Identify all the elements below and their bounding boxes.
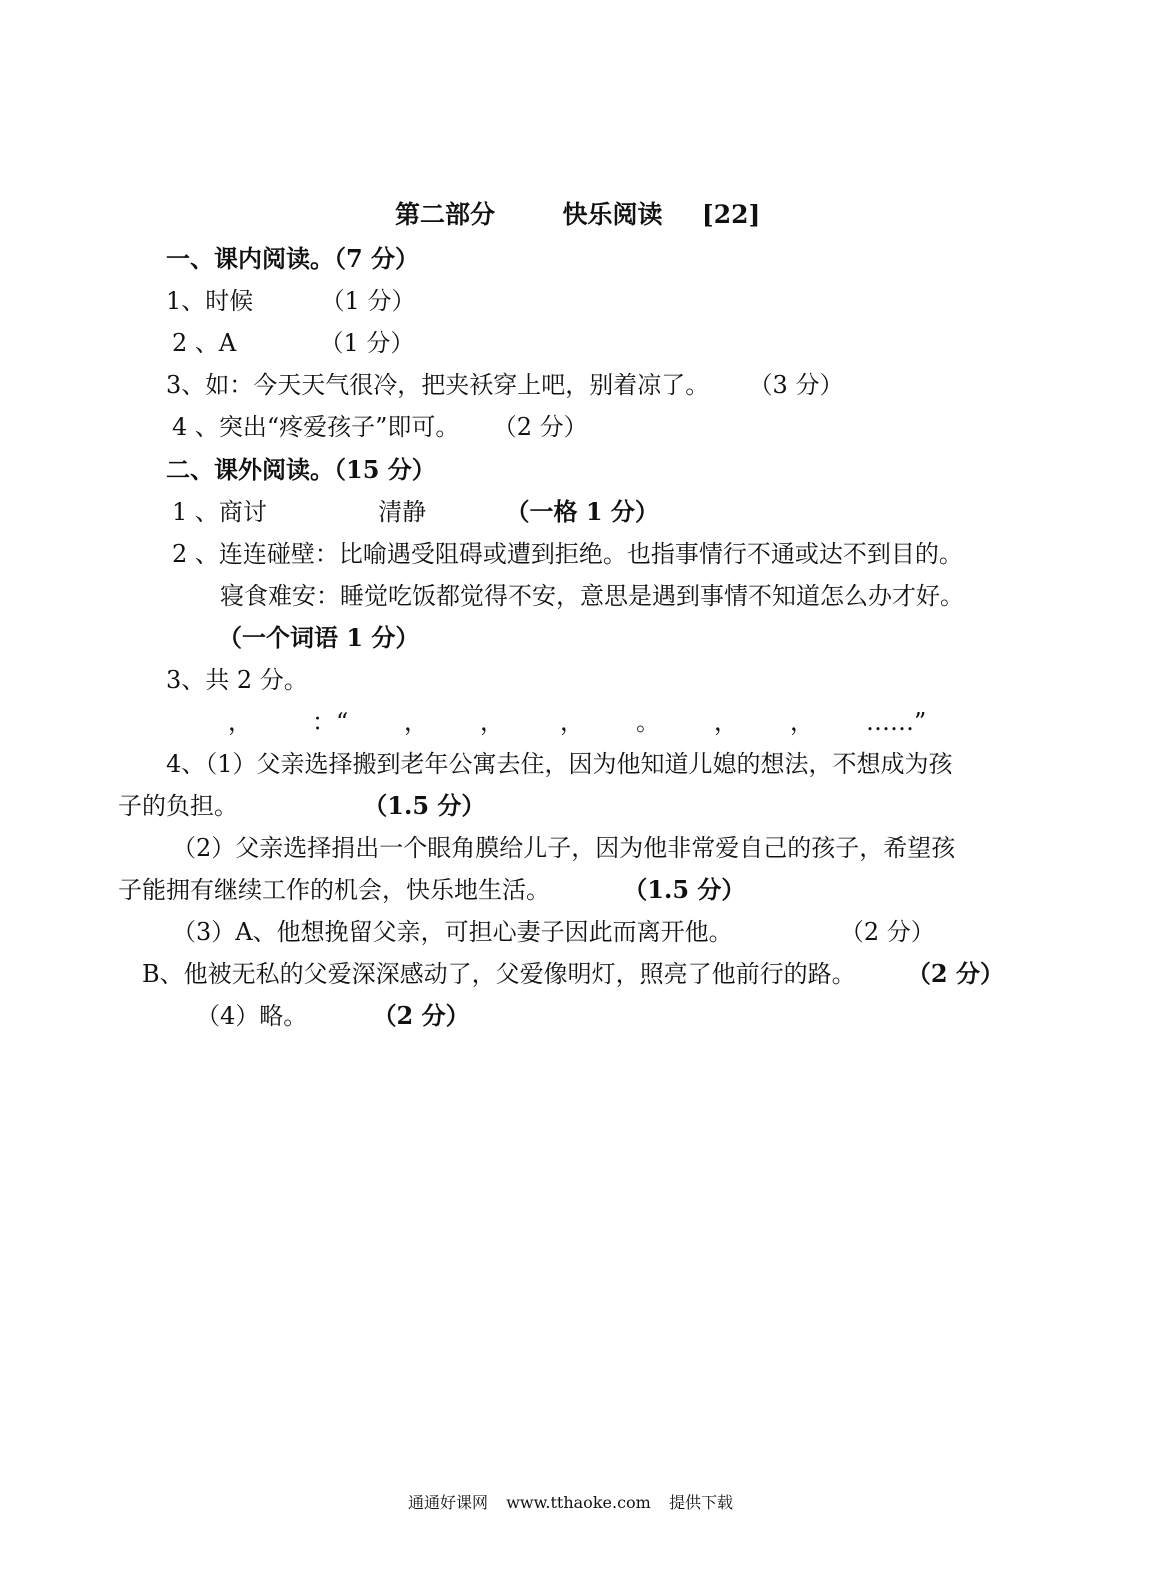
s2-q4-p3a-score: （2 分） [839,918,935,946]
section1-heading: 一、课内阅读。（7 分） [166,244,420,273]
s2-q4-p4-text: （4）略。 [196,1002,308,1030]
s2-q2-line1: 2 、连连碰壁：比喻遇受阻碍或遭到拒绝。也指事情行不通或达不到目的。 [172,540,963,568]
punct-mark: ， [560,708,584,736]
punct-mark: ：“ [312,708,349,736]
s2-q4-p2-text: 子能拥有继续工作的机会，快乐地生活。 [118,876,550,904]
s1-q3 [166,370,843,400]
s2-q3-text: 3、共 2 分。 [166,666,308,694]
punct-mark: ， [714,708,738,736]
s1-q4-answer: 4 、突出“疼爱孩子”即可。 [172,413,460,441]
s2-q4-p1-line2 [118,791,485,821]
title-part: 第二部分 [395,200,496,229]
punct-mark: ， [480,708,504,736]
s2-q1-word1: 1 、商讨 [172,498,267,526]
s2-q2-score: （一个词语 1 分） [218,623,420,652]
s2-q4-p1-score: （1.5 分） [363,791,486,820]
punct-mark: ……” [866,708,927,736]
s2-q4-p3b-text: B、他被无私的父爱深深感动了，父爱像明灯，照亮了他前行的路。 [142,960,856,988]
footer-url[interactable]: www.tthaoke.com [506,1493,651,1512]
s2-q4-p3a [172,917,935,947]
title-name: 快乐阅读 [562,200,663,229]
s2-q1-score: （一格 1 分） [505,497,659,526]
s2-q4-p4 [196,1001,470,1031]
s1-q1-score: （1 分） [320,287,416,315]
s2-q4-p1-line1: 4、（1）父亲选择搬到老年公寓去住，因为他知道儿媳的想法，不想成为孩 [166,750,953,778]
s1-q2-answer: 2 、A [172,329,237,357]
s2-q4-p2-line1: （2）父亲选择捐出一个眼角膜给儿子，因为他非常爱自己的孩子，希望孩 [172,834,956,862]
punct-mark: ， [790,708,814,736]
s2-q4-p4-score: （2 分） [372,1001,470,1030]
s1-q4-score: （2 分） [492,413,588,441]
s2-q4-p3b [142,959,1004,989]
s1-q1-answer: 1、时候 [166,287,254,315]
s2-q1 [172,497,659,527]
s1-q3-score: （3 分） [748,371,844,399]
s1-q4 [172,412,588,442]
footer-note: 提供下载 [669,1493,734,1512]
s2-q1-word2: 清静 [378,498,427,526]
s2-q4-p1-text: 子的负担。 [118,792,238,820]
s2-q4-p3a-text: （3）A、他想挽留父亲，可担心妻子因此而离开他。 [172,918,733,946]
punct-mark: ， [404,708,428,736]
page-title [395,200,760,230]
s1-q3-answer: 3、如：今天天气很冷，把夹袄穿上吧，别着凉了。 [166,371,710,399]
punct-mark: ， [228,708,252,736]
s1-q2 [172,328,414,358]
s2-q4-p2-line2 [118,875,745,905]
footer [408,1488,733,1518]
s1-q2-score: （1 分） [319,329,415,357]
title-score: [22] [701,200,761,229]
s2-q4-p2-score: （1.5 分） [623,875,746,904]
section2-heading: 二、课外阅读。（15 分） [166,455,436,484]
s2-q2-line2: 寝食难安：睡觉吃饭都觉得不安，意思是遇到事情不知道怎么办才好。 [220,582,964,610]
footer-site: 通通好课网 [408,1493,489,1512]
punct-mark: 。 [636,708,660,736]
s1-q1 [166,286,415,316]
s2-q4-p3b-score: （2 分） [906,959,1004,988]
